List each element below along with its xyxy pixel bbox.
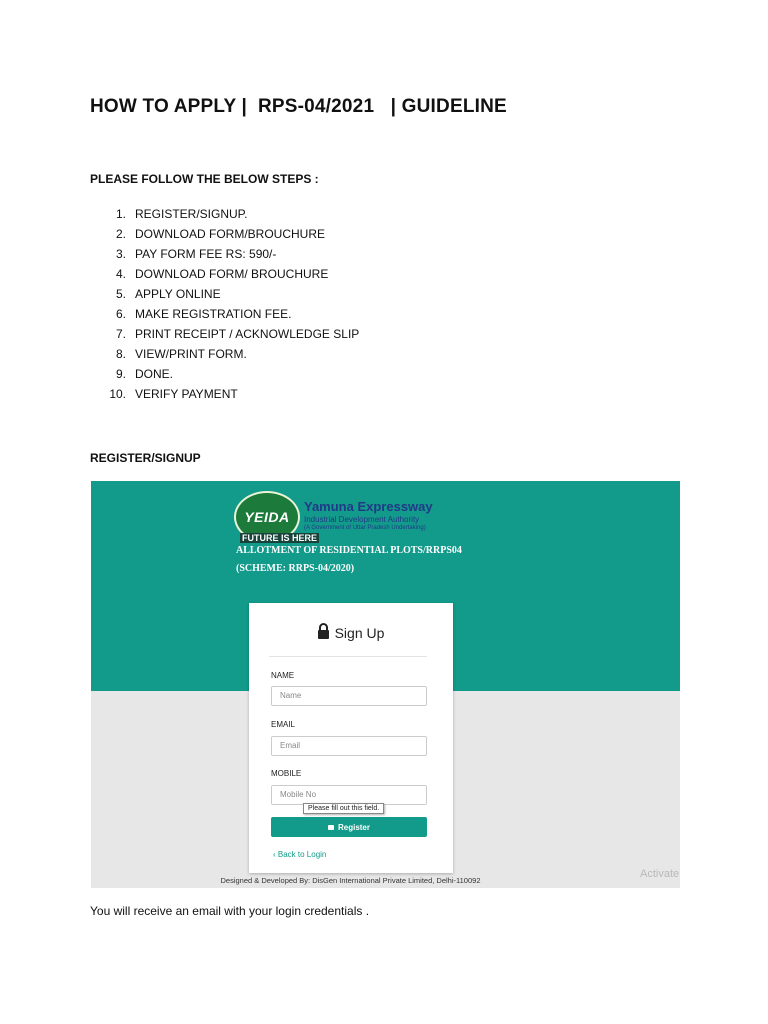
section-heading: REGISTER/SIGNUP <box>90 451 201 465</box>
list-item <box>90 324 359 344</box>
mobile-label: MOBILE <box>271 769 302 778</box>
register-button[interactable] <box>271 817 427 837</box>
step-number: 2. <box>115 227 126 241</box>
name-label: NAME <box>271 671 295 680</box>
steps-heading: PLEASE FOLLOW THE BELOW STEPS : <box>90 172 319 186</box>
step-number: 4. <box>115 267 126 281</box>
list-item <box>90 344 359 364</box>
step-text: PRINT RECEIPT / ACKNOWLEDGE SLIP <box>135 327 360 341</box>
unlock-icon <box>328 825 334 830</box>
back-to-login-link[interactable]: ‹ Back to Login <box>273 850 327 859</box>
step-text: PAY FORM FEE RS: 590/- <box>135 247 277 261</box>
mobile-input[interactable]: Mobile No <box>271 785 427 805</box>
step-text: VERIFY PAYMENT <box>135 387 238 401</box>
list-item <box>90 224 359 244</box>
org-subtitle: Industrial Development Authority <box>304 515 420 524</box>
logo-tagline: FUTURE IS HERE <box>242 533 318 543</box>
logo-text: YEIDA <box>244 509 290 525</box>
list-item <box>90 204 359 224</box>
step-number: 5. <box>115 287 126 301</box>
list-item <box>90 244 359 264</box>
email-label: EMAIL <box>271 720 296 729</box>
list-item <box>90 364 359 384</box>
scheme-title: ALLOTMENT OF RESIDENTIAL PLOTS/RRPS04 <box>236 545 462 556</box>
step-text: VIEW/PRINT FORM. <box>135 347 247 361</box>
org-subtitle-2: (A Government of Uttar Pradesh Undertaking) <box>304 525 426 531</box>
step-text: MAKE REGISTRATION FEE. <box>135 307 292 321</box>
yeida-logo <box>234 489 454 545</box>
email-input[interactable]: Email <box>271 736 427 756</box>
org-name: Yamuna Expressway <box>304 499 433 514</box>
step-text: DONE. <box>135 367 174 381</box>
step-number: 6. <box>115 307 126 321</box>
step-number: 3. <box>115 247 126 261</box>
divider <box>269 656 427 657</box>
step-text: DOWNLOAD FORM/ BROUCHURE <box>135 267 329 281</box>
signup-card <box>249 603 453 873</box>
signup-screenshot <box>91 481 680 888</box>
name-input[interactable]: Name <box>271 686 427 706</box>
step-number: 9. <box>115 367 126 381</box>
step-number: 1. <box>115 207 126 221</box>
footer-credit: Designed & Developed By: DisGen International Private Limited, Delhi-110092 <box>220 876 481 885</box>
scheme-code: (SCHEME: RRPS-04/2020) <box>236 563 355 574</box>
step-number: 10. <box>109 387 126 401</box>
card-title <box>249 625 453 641</box>
step-text: DOWNLOAD FORM/BROUCHURE <box>135 227 326 241</box>
login-credentials-note: You will receive an email with your login credentials . <box>90 904 370 918</box>
register-label: Register <box>337 822 370 832</box>
card-title-text: Sign Up <box>334 625 385 641</box>
lock-icon <box>318 630 329 639</box>
list-item <box>90 264 359 284</box>
list-item <box>90 384 359 404</box>
activate-watermark: Activate <box>640 868 680 880</box>
validation-tooltip: Please fill out this field. <box>303 803 384 814</box>
list-item <box>90 304 359 324</box>
step-number: 7. <box>115 327 126 341</box>
steps-list <box>90 204 359 404</box>
step-number: 8. <box>115 347 126 361</box>
list-item <box>90 284 359 304</box>
step-text: APPLY ONLINE <box>135 287 221 301</box>
step-text: REGISTER/SIGNUP. <box>135 207 248 221</box>
document-title: HOW TO APPLY | RPS-04/2021 | GUIDELINE <box>90 96 507 117</box>
